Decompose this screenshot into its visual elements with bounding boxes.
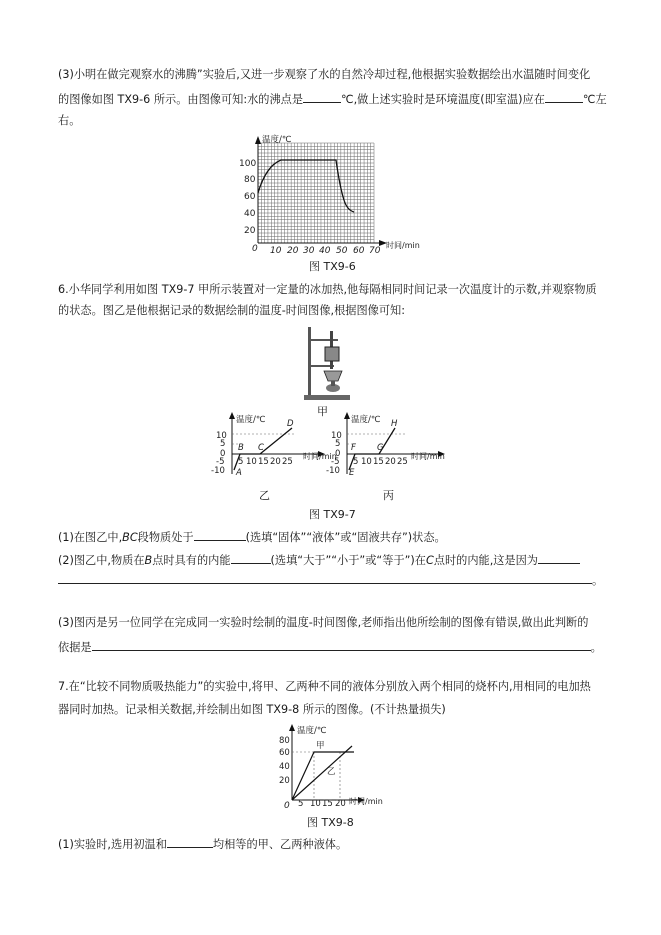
graph-bing-label: 丙 [383, 489, 394, 502]
fig8-xtick: 5 [298, 799, 304, 809]
fig6-xtick: 40 [319, 246, 331, 255]
apparatus-jia [300, 325, 360, 415]
bing-ylabel: 温度/℃ [351, 415, 381, 425]
fig8-series-yi [292, 746, 352, 800]
yi-ytick: 5 [220, 439, 226, 449]
answer-blank-room-temp[interactable] [545, 91, 583, 103]
fig6-ytick: 100 [239, 159, 257, 169]
bing-xtick: 20 [385, 457, 396, 467]
fig8-label-yi: 乙 [327, 767, 336, 777]
q7-line1: 7.在“比较不同物质吸热能力”的实验中,将甲、乙两种不同的液体分别放入两个相同的烧杯内,用相同的电加热 [58, 680, 591, 693]
q6-line1: 6.小华同学利用如图 TX9-7 甲所示装置对一定量的冰加热,他每隔相同时间记录一次温度计的示数,并观察物质 [58, 283, 597, 296]
bing-ytick: 5 [335, 439, 341, 449]
graph-yi [210, 412, 340, 482]
fig6-xtick: 20 [287, 246, 299, 255]
yi-point-D: D [287, 419, 294, 429]
q3-line3: 右。 [58, 114, 81, 127]
answer-blank-state[interactable] [194, 529, 246, 541]
figure-tx9-6 [236, 130, 436, 255]
bing-ytick: -5 [331, 457, 340, 467]
segment-BC: BC [122, 531, 138, 544]
graph-bing [325, 412, 465, 482]
yi-point-B: B [238, 443, 244, 453]
answer-blank-reason-2[interactable] [58, 572, 592, 584]
q3-line2 [58, 91, 607, 107]
fig6-ytick: 20 [244, 226, 256, 236]
bing-xtick: 15 [373, 457, 384, 467]
bing-xtick: 25 [397, 457, 408, 467]
bing-xlabel: 时间/min [411, 452, 445, 461]
q7-sub1: (1)实验时,选用初温和 均相等的甲、乙两种液体。 [58, 838, 348, 851]
q3-line1: (3)小明在做完观察水的沸腾”实验后,又进一步观察了水的自然冷却过程,他根据实验数据绘出水温随时间变化 [58, 68, 591, 81]
yi-xtick: 5 [238, 457, 244, 467]
fig8-caption: 图 TX9-8 [307, 816, 354, 829]
fig8-origin: 0 [284, 801, 290, 811]
yi-xlabel: 时间/min [303, 452, 337, 461]
bing-point-E: E [349, 468, 355, 478]
fig8-series-jia [292, 752, 354, 800]
graph-yi-label: 乙 [259, 489, 270, 502]
fig6-grid [258, 143, 374, 243]
fig6-ytick: 80 [244, 175, 256, 185]
fig6-xtick: 70 [369, 246, 381, 255]
answer-blank-mass[interactable] [167, 836, 213, 848]
fig6-xlabel: 时间/min [386, 241, 420, 250]
fig6-ytick: 40 [244, 209, 256, 219]
yi-point-C: C [258, 443, 264, 453]
bing-point-G: G [377, 443, 384, 453]
yi-ytick: -10 [211, 466, 225, 476]
fig8-ytick: 80 [279, 736, 290, 746]
fig6-ytick: 60 [244, 192, 256, 202]
yi-point-A: A [236, 468, 242, 478]
bing-xtick: 5 [353, 457, 359, 467]
yi-xtick: 25 [282, 457, 293, 467]
yi-ytick: 10 [216, 431, 227, 441]
yi-ytick: 0 [220, 449, 226, 459]
bing-ytick: 0 [335, 449, 341, 459]
bing-xtick: 10 [361, 457, 372, 467]
fig7-caption: 图 TX9-7 [309, 508, 356, 521]
fig8-xtick: 20 [335, 799, 346, 809]
fig6-ylabel: 温度/℃ [262, 135, 292, 145]
answer-blank-basis[interactable] [92, 639, 591, 651]
fig8-ytick: 60 [279, 748, 290, 758]
fig6-origin: 0 [252, 244, 258, 254]
fig6-cooling-curve [258, 160, 354, 212]
bing-point-H: H [391, 419, 398, 429]
fig8-ytick: 20 [279, 776, 290, 786]
q3-line2a: 的图像如图 TX9-6 所示。由图像可知:水的沸点是 [58, 93, 304, 106]
fig6-xtick: 60 [353, 246, 365, 255]
q6-sub3: (3)图丙是另一位同学在完成同一实验时绘制的温度-时间图像,老师指出他所绘制的图像有错误,做出此判断的 [58, 616, 589, 629]
q6-sub2: (2)图乙中,物质在B点时具有的内能 (选填“大于”“小于”或“等于”)在C点时的内能,这是因为 [58, 552, 580, 568]
q6-line2: 的状态。图乙是他根据记录的数据绘制的温度-时间图像,根据图像可知: [58, 304, 405, 317]
answer-blank-compare[interactable] [231, 552, 271, 564]
q6-sub3-cont: 依据是 。 [58, 641, 602, 654]
fig8-ylabel: 温度/℃ [297, 726, 327, 736]
q3-line2b: ℃,做上述实验时是环境温度(即室温)应在 [341, 93, 545, 106]
yi-ylabel: 温度/℃ [236, 415, 266, 425]
fig8-xtick: 15 [322, 799, 333, 809]
bing-ytick: -10 [326, 466, 340, 476]
bing-ytick: 10 [331, 431, 342, 441]
fig8-xlabel: 时间/min [349, 797, 383, 806]
yi-ytick: -5 [216, 457, 225, 467]
figure-tx9-8 [272, 722, 392, 812]
fig6-xtick: 10 [270, 246, 282, 255]
bing-point-F: F [351, 443, 356, 453]
q6-sub2-cont: 。 [58, 572, 603, 588]
fig6-xtick: 30 [303, 246, 315, 255]
q6-sub1: (1)在图乙中,BC段物质处于 (选填“固体”“液体”或“固液共存”)状态。 [58, 531, 446, 544]
fig6-xtick: 50 [336, 246, 348, 255]
yi-xtick: 10 [246, 457, 257, 467]
fig8-xtick: 10 [310, 799, 321, 809]
q3-line2c: ℃左 [582, 93, 607, 106]
yi-xtick: 20 [270, 457, 281, 467]
q7-line2: 器同时加热。记录相关数据,并绘制出如图 TX9-8 所示的图像。(不计热量损失) [58, 703, 446, 716]
answer-blank-reason-1[interactable] [538, 552, 580, 564]
fig8-label-jia: 甲 [316, 741, 325, 751]
fig6-caption: 图 TX9-6 [309, 260, 356, 273]
apparatus-jia-label: 甲 [317, 405, 328, 418]
yi-xtick: 15 [258, 457, 269, 467]
fig8-ytick: 40 [279, 762, 290, 772]
answer-blank-boiling-point[interactable] [303, 91, 341, 103]
